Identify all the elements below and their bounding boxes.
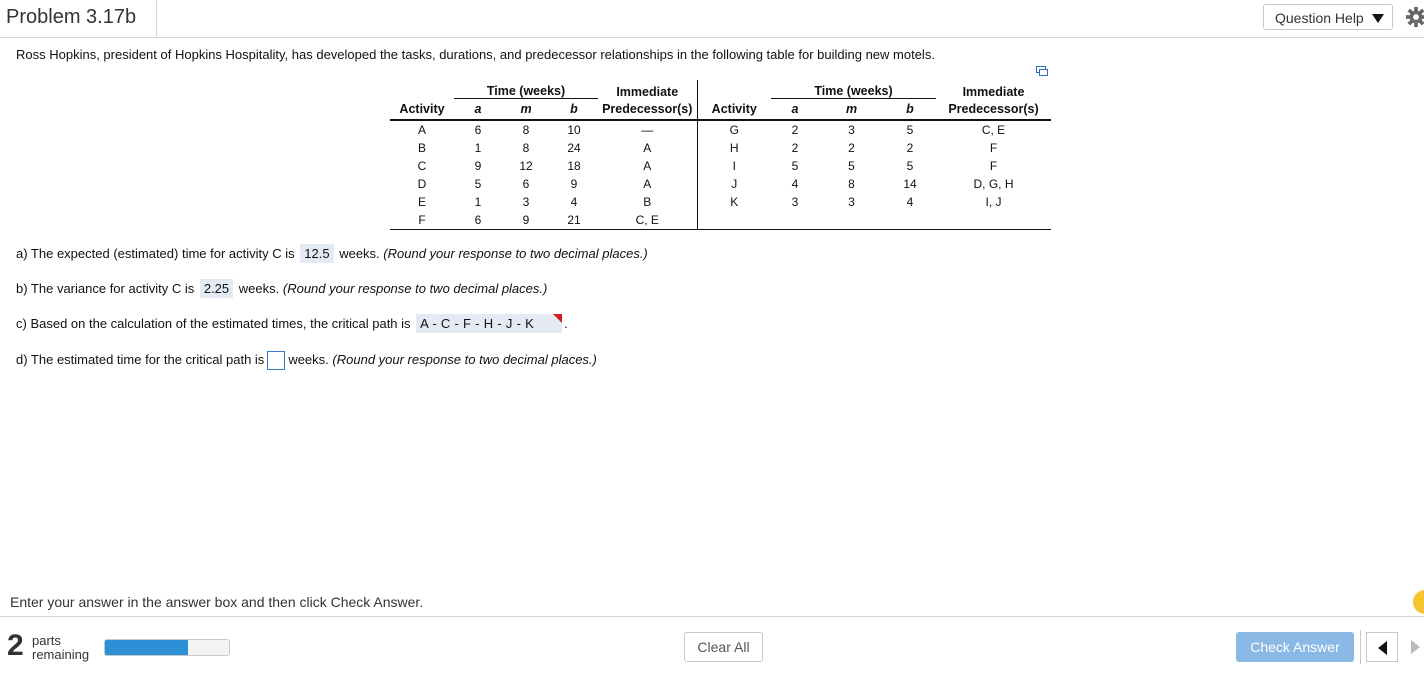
activity-header: Activity xyxy=(390,99,454,121)
table-cell: G xyxy=(729,123,739,137)
table-cell: J xyxy=(731,177,738,191)
table-cell: 21 xyxy=(550,211,598,230)
answer-a-value[interactable]: 12.5 xyxy=(300,244,333,263)
check-answer-button[interactable]: Check Answer xyxy=(1236,632,1354,662)
nav-divider xyxy=(1360,630,1361,664)
table-cell: 2 xyxy=(906,141,914,155)
table-row xyxy=(390,120,1051,139)
m-header: m xyxy=(502,99,550,121)
table-cell: 2 xyxy=(791,141,799,155)
table-cell: 24 xyxy=(567,141,581,155)
parts-remaining-count: 2 xyxy=(7,629,24,662)
m-header: m xyxy=(819,99,884,121)
next-button[interactable] xyxy=(1402,632,1424,662)
table-cell: E xyxy=(417,195,426,209)
table-cell: 9 xyxy=(502,211,550,230)
table-cell: A xyxy=(598,175,697,193)
table-cell: 5 xyxy=(906,159,914,173)
question-d-text: d) The estimated time for the critical path is xyxy=(16,351,265,367)
table-cell: 9 xyxy=(474,159,482,173)
table-cell: 4 xyxy=(570,195,578,209)
b-header: b xyxy=(550,99,598,121)
previous-button[interactable] xyxy=(1366,632,1398,662)
table-cell: 3 xyxy=(791,195,799,209)
table-cell: 3 xyxy=(522,195,530,209)
predecessors-header: Predecessor(s) xyxy=(598,99,697,121)
table-cell: 5 xyxy=(791,159,799,173)
answer-c-value[interactable] xyxy=(416,314,562,333)
question-c-text: c) Based on the calculation of the estimated times, the critical path is xyxy=(16,316,411,331)
table-cell: 2 xyxy=(791,123,799,137)
page-title: Problem 3.17b xyxy=(6,6,137,28)
progress-fill xyxy=(105,640,188,655)
question-d xyxy=(16,351,597,370)
table-cell: 6 xyxy=(454,211,502,230)
table-cell: 14 xyxy=(903,177,917,191)
instruction-message: Enter your answer in the answer box and then click Check Answer. xyxy=(10,594,424,610)
table-cell: 12 xyxy=(519,159,533,173)
table-cell: 4 xyxy=(791,177,799,191)
table-cell: F xyxy=(989,141,998,155)
table-row xyxy=(390,175,1051,193)
table-cell: I xyxy=(732,159,736,173)
progress-bar xyxy=(104,639,230,656)
table-cell: D, G, H xyxy=(973,177,1014,191)
question-d-hint: (Round your response to two decimal places.) xyxy=(332,351,597,367)
table-cell: 1 xyxy=(474,141,482,155)
a-header: a xyxy=(771,99,819,121)
table-cell: 1 xyxy=(474,195,482,209)
table-cell: A xyxy=(598,157,697,175)
question-a xyxy=(16,244,648,263)
table-row xyxy=(390,139,1051,157)
left-arrow-icon xyxy=(1378,641,1387,655)
question-b-hint: (Round your response to two decimal places.) xyxy=(282,281,548,296)
answer-c-text: A - C - F - H - J - K xyxy=(420,316,535,331)
table-row xyxy=(390,211,1051,230)
table-row xyxy=(390,157,1051,175)
table-cell: 2 xyxy=(848,141,855,155)
question-a-text: a) The expected (estimated) time for activity C is xyxy=(16,246,295,261)
table-cell: 10 xyxy=(567,123,581,137)
right-arrow-icon xyxy=(1411,640,1420,654)
table-cell: B xyxy=(417,141,426,155)
table-cell: A xyxy=(598,139,697,157)
question-b-text: b) The variance for activity C is xyxy=(16,281,195,296)
table-cell: 8 xyxy=(522,123,530,137)
table-cell: F xyxy=(989,159,998,173)
clear-all-button[interactable]: Clear All xyxy=(684,632,763,662)
table-cell: C, E xyxy=(981,123,1006,137)
problem-intro: Ross Hopkins, president of Hopkins Hospitality, has developed the tasks, durations, and predecessor relationships in the following table for building new motels. xyxy=(16,47,935,62)
footer-divider xyxy=(0,616,1424,617)
question-a-suffix: weeks. xyxy=(339,246,380,261)
table-cell: 6 xyxy=(474,123,482,137)
predecessors-header: Predecessor(s) xyxy=(936,99,1051,121)
question-help-button[interactable] xyxy=(1263,4,1393,30)
answer-d-input[interactable] xyxy=(267,351,285,370)
table-cell: I, J xyxy=(985,195,1002,209)
time-weeks-header: Time (weeks) xyxy=(771,80,936,99)
caret-down-icon xyxy=(1372,14,1384,23)
question-c-suffix: . xyxy=(564,316,568,331)
table-cell: 5 xyxy=(474,177,482,191)
table-cell: K xyxy=(730,195,739,209)
header-bar xyxy=(0,0,1424,38)
activity-table xyxy=(390,80,1051,230)
table-cell: — xyxy=(598,120,697,139)
table-cell: 6 xyxy=(522,177,530,191)
answer-b-value[interactable]: 2.25 xyxy=(200,279,233,298)
time-weeks-header: Time (weeks) xyxy=(454,80,598,99)
gear-icon[interactable] xyxy=(1405,6,1424,28)
question-d-suffix: weeks. xyxy=(288,351,329,367)
immediate-header: Immediate xyxy=(962,84,1025,99)
table-cell: B xyxy=(598,193,697,211)
remaining-label: remaining xyxy=(32,647,90,662)
activity-header: Activity xyxy=(697,99,771,121)
table-cell: 3 xyxy=(848,195,855,209)
question-help-label: Question Help xyxy=(1275,10,1364,26)
question-b-suffix: weeks. xyxy=(238,281,280,296)
incorrect-flag-icon xyxy=(553,314,562,323)
table-cell: 8 xyxy=(848,177,855,191)
a-header: a xyxy=(454,99,502,121)
table-cell: 9 xyxy=(570,177,578,191)
b-header: b xyxy=(884,99,936,121)
table-cell: 5 xyxy=(906,123,914,137)
expand-icon[interactable] xyxy=(1036,66,1048,76)
table-cell: 3 xyxy=(848,123,855,137)
table-cell: F xyxy=(390,211,454,230)
table-cell: A xyxy=(417,123,426,137)
table-cell: 5 xyxy=(848,159,855,173)
immediate-header: Immediate xyxy=(598,80,697,99)
table-cell: C, E xyxy=(598,211,697,230)
table-cell: D xyxy=(417,177,427,191)
table-cell: C xyxy=(417,159,427,173)
help-face-icon[interactable] xyxy=(1413,590,1424,614)
table-cell: 8 xyxy=(522,141,530,155)
table-row xyxy=(390,193,1051,211)
question-b xyxy=(16,279,547,298)
table-cell: 4 xyxy=(906,195,914,209)
parts-label: parts xyxy=(32,633,61,648)
table-cell: H xyxy=(729,141,739,155)
title-divider xyxy=(156,0,157,37)
table-cell: 18 xyxy=(567,159,581,173)
question-c xyxy=(16,314,568,333)
question-a-hint: (Round your response to two decimal places.) xyxy=(383,246,648,261)
